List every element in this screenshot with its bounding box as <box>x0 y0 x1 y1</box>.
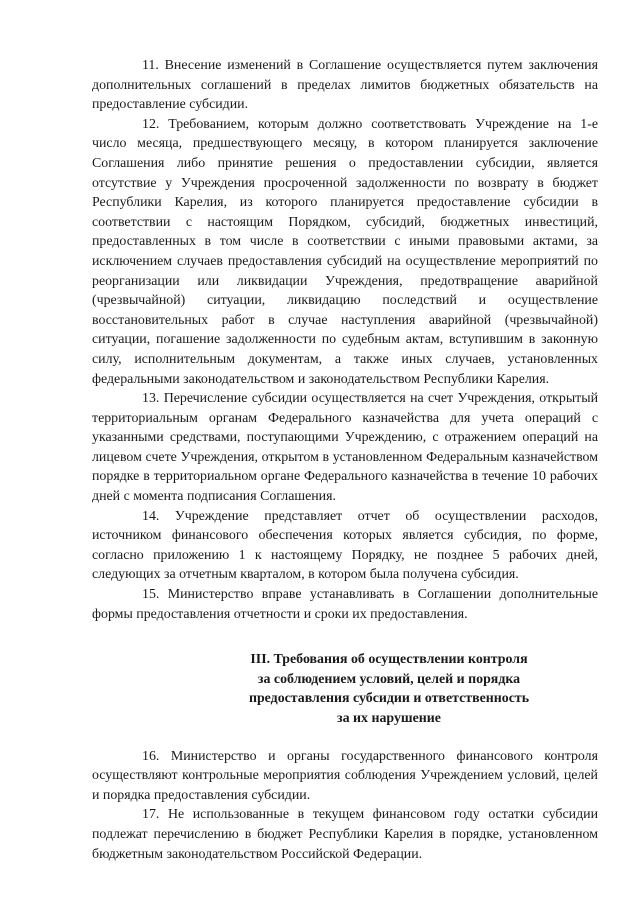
document-page <box>92 56 598 864</box>
paragraph-11: 11. Внесение изменений в Соглашение осуществляется путем заключения дополнительных соглашений в пределах лимитов бюджетных обязательств на предоставление субсидии. <box>92 58 598 113</box>
section-heading-line-1: III. Требования об осуществлении контроля <box>250 652 528 668</box>
paragraph-15: 15. Министерство вправе устанавливать в Соглашении дополнительные формы предоставления отчетности и сроки их предоставления. <box>92 587 598 622</box>
paragraph-14: 14. Учреждение представляет отчет об осуществлении расходов, источником финансового обеспечения которых является субсидия, по форме, согласно приложению 1 к настоящему Порядку, не позднее 5 рабочих дней, следующих за отчетным кварталом, в котором была получена субсидия. <box>92 508 598 583</box>
section-heading-line-2: за соблюдением условий, целей и порядка <box>257 671 521 687</box>
paragraph-16: 16. Министерство и органы государственного финансового контроля осуществляют контрольные мероприятия соблюдения Учреждением условий, целей и порядка предоставления субсидии. <box>92 748 598 803</box>
paragraph-13: 13. Перечисление субсидии осуществляется на счет Учреждения, открытый территориальным органам Федерального казначейства для учета операций с указанными средствами, поступающими Учреждению, с отражением операций на лицевом счете Учреждения, открытом в установленном Федеральным казначейством порядке в территориальном органе Федерального казначейства в течение 10 рабочих дней с момента подписания Соглашения. <box>92 391 598 505</box>
paragraph-12: 12. Требованием, которым должно соответствовать Учреждение на 1-е число месяца, предшествующего месяцу, в котором планируется заключение Соглашения либо принятие решения о предоставлении субсидии, является отсутствие у Учреждения просроченной задолженности по возврату в бюджет Республики Карелия, из которого планируется предоставление субсидии в соответствии с настоящим Порядком, субсидий, бюджетных инвестиций, предоставленных в том числе в соответствии с иными правовыми актами, за исключением случаев предоставления субсидий на осуществление мероприятий по реорганизации или ликвидации Учреждения, предотвращение аварийной (чрезвычайной) ситуации, ликвидацию последствий и осуществление восстановительных работ в случае наступления аварийной (чрезвычайной) ситуации, погашение задолженности по судебным актам, вступившим в законную силу, исполнительным документам, а также иных случаев, установленных федеральными законодательством и законодательством Республики Карелия. <box>92 116 598 387</box>
section-heading <box>92 650 598 728</box>
section-heading-line-3: предоставления субсидии и ответственность <box>248 691 530 707</box>
section-heading-line-4: за их нарушение <box>337 711 441 726</box>
paragraph-17: 17. Не использованные в текущем финансовом году остатки субсидии подлежат перечислению в бюджет Республики Карелия в порядке, установленном бюджетным законодательством Российской Федерации. <box>92 807 598 862</box>
